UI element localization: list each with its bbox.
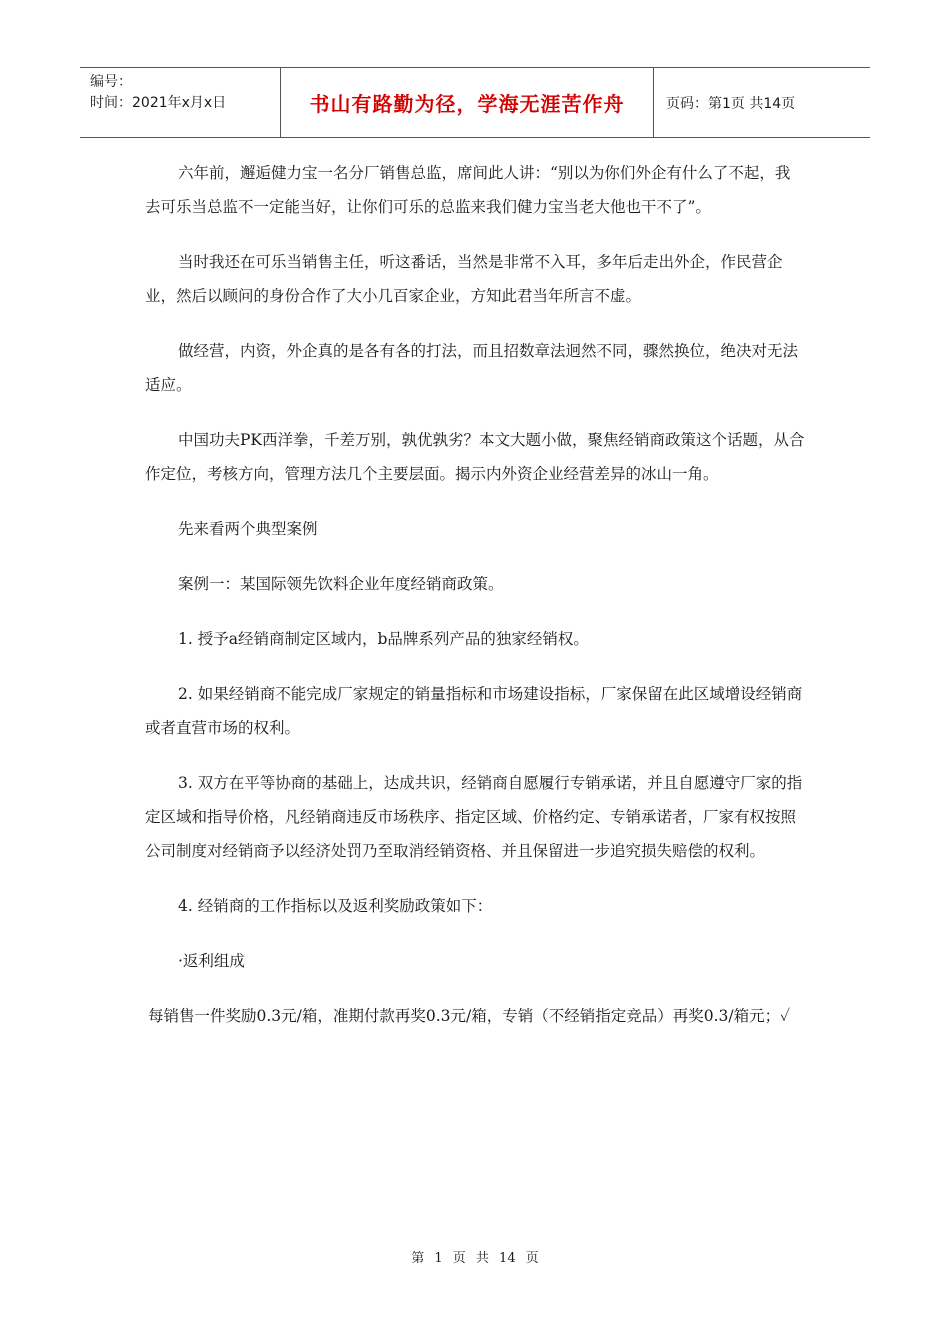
list-item: 1. 授予a经销商制定区域内，b品牌系列产品的独家经销权。 bbox=[178, 630, 589, 648]
document-number-label: 编号： bbox=[90, 74, 132, 90]
list-item: 3. 双方在平等协商的基础上，达成共识，经销商自愿履行专销承诺，并且自愿遵守厂家的指定区域和指导价格，凡经销商违反市场秩序、指定区域、价格约定、专销承诺者，厂家有权按照公司制度对经销商予以经济处罚乃至取消经销资格、并且保留进一步追究损失赔偿的权利。 bbox=[145, 774, 803, 860]
paragraph: 做经营，内资，外企真的是各有各的打法，而且招数章法迥然不同，骤然换位，绝决对无法适应。 bbox=[145, 342, 799, 394]
paragraph: 六年前，邂逅健力宝一名分厂销售总监，席间此人讲：“别以为你们外企有什么了不起，我去可乐当总监不一定能当好，让你们可乐的总监来我们健力宝当老大他也干不了”。 bbox=[145, 164, 791, 216]
header-page-info: 页码：第1页 共14页 bbox=[666, 95, 796, 112]
paragraph: 中国功夫PK西洋拳，千差万别，孰优孰劣？本文大题小做，聚焦经销商政策这个话题，从合作定位，考核方向，管理方法几个主要层面。揭示内外资企业经营差异的冰山一角。 bbox=[145, 431, 805, 483]
paragraph: 当时我还在可乐当销售主任，听这番话，当然是非常不入耳，多年后走出外企，作民营企业，然后以顾问的身份合作了大小几百家企业，方知此君当年所言不虚。 bbox=[145, 253, 783, 305]
header-motto: 书山有路勤为径，学海无涯苦作舟 bbox=[280, 68, 654, 137]
paragraph: 每销售一件奖励0.3元/箱，准期付款再奖0.3元/箱，专销（不经销指定竞品）再奖0.3/箱元；✓ bbox=[148, 1007, 791, 1025]
list-item: 4. 经销商的工作指标以及返利奖励政策如下： bbox=[178, 897, 493, 915]
bullet-heading: ·返利组成 bbox=[178, 952, 245, 970]
paragraph: 案例一：某国际领先饮料企业年度经销商政策。 bbox=[178, 575, 504, 593]
list-item: 2. 如果经销商不能完成厂家规定的销量指标和市场建设指标，厂家保留在此区域增设经销商或者直营市场的权利。 bbox=[145, 685, 803, 737]
document-body bbox=[145, 156, 805, 1054]
page-header bbox=[80, 67, 870, 138]
header-meta bbox=[80, 68, 280, 137]
paragraph: 先来看两个典型案例 bbox=[178, 520, 318, 538]
document-date: 时间：2021年x月x日 bbox=[90, 95, 227, 111]
page-footer: 第 1 页 共 14 页 bbox=[411, 1251, 539, 1266]
